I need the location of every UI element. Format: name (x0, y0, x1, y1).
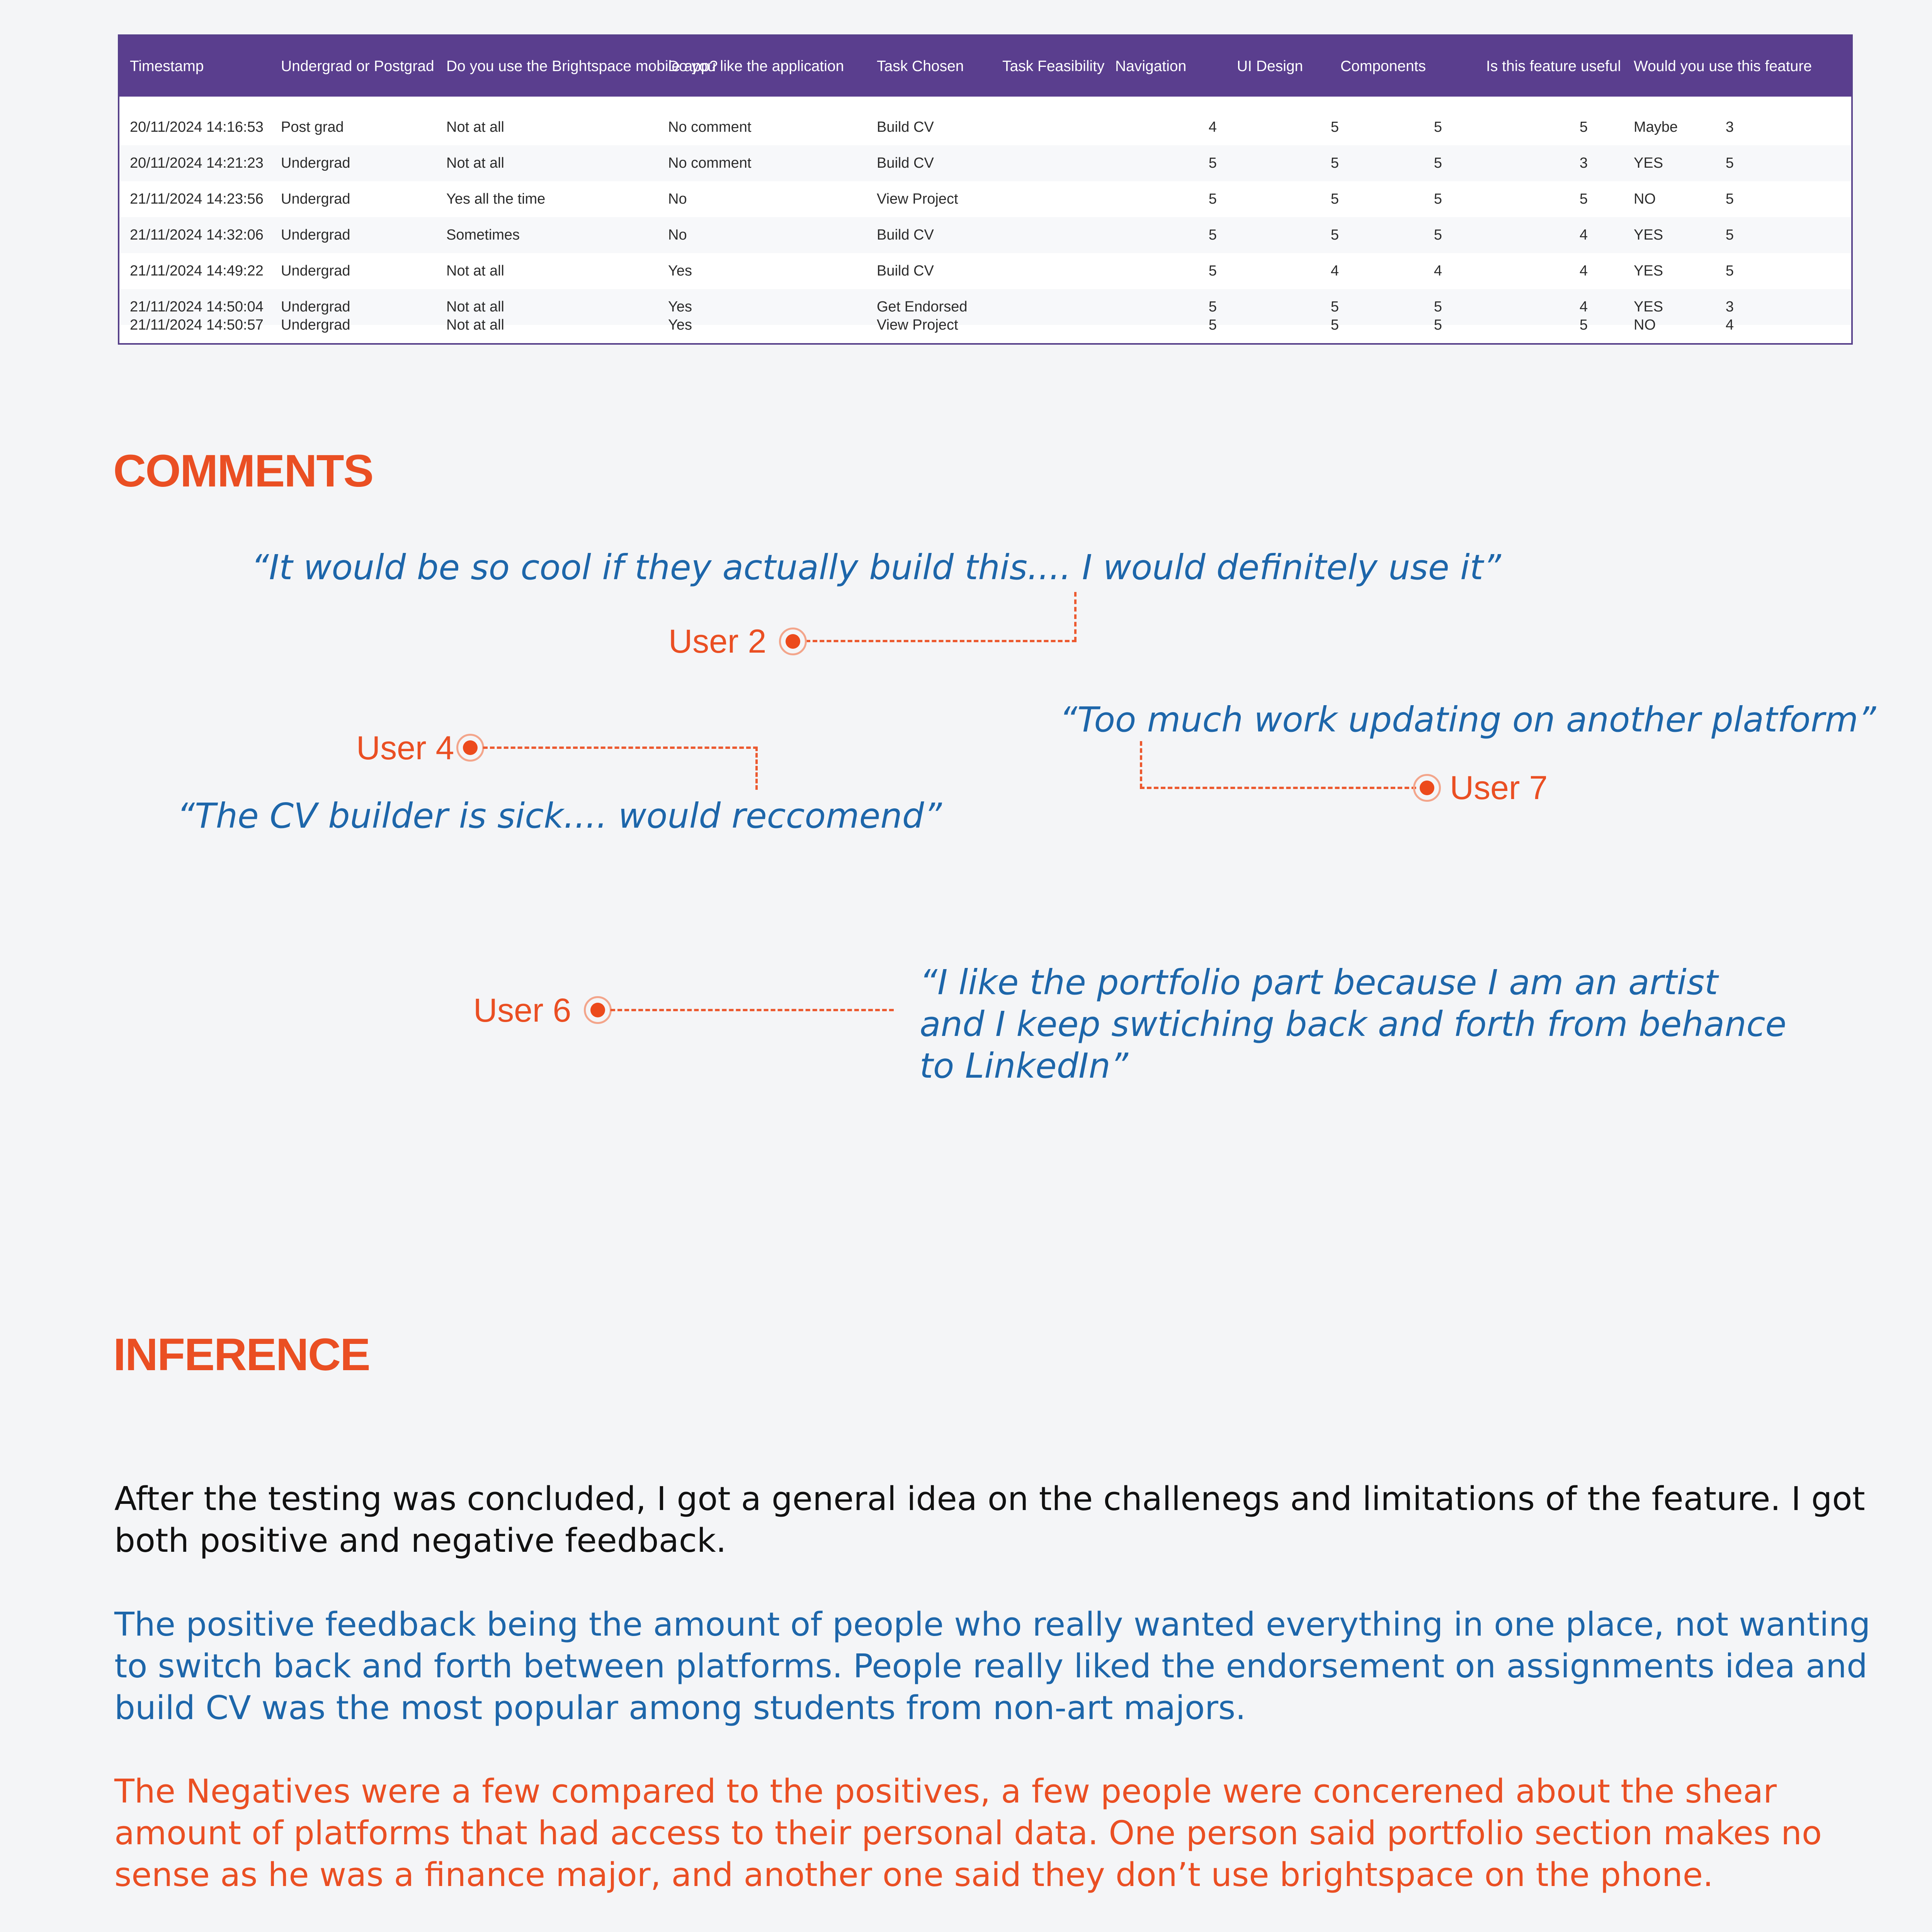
cell-like-app: Yes (668, 317, 692, 333)
cell-task-chosen: Build CV (877, 155, 934, 171)
cell-would-use: Maybe (1634, 119, 1678, 135)
cell-navigation: 5 (1330, 119, 1339, 135)
cell-feature-useful: 3 (1725, 119, 1734, 135)
column-header-navigation[interactable]: Navigation (1115, 58, 1187, 75)
quote-user-2: “It would be so cool if they actually build this.... I would definitely use it” (251, 547, 1501, 587)
cell-components: 5 (1579, 317, 1588, 333)
cell-ui-design: 5 (1434, 299, 1442, 315)
column-header-feature-useful[interactable]: Is this feature useful (1486, 58, 1621, 75)
column-header-would-use[interactable]: Would you use this feature (1634, 58, 1812, 75)
cell-like-app: No (668, 227, 687, 243)
cell-components: 4 (1579, 227, 1588, 243)
cell-navigation: 5 (1330, 155, 1339, 171)
inference-paragraph-intro: After the testing was concluded, I got a general idea on the challenegs and limitations of the feature. I got both positive and negative feedback. (114, 1480, 1865, 1560)
cell-timestamp: 20/11/2024 14:16:53 (130, 119, 264, 135)
column-header-ui-design[interactable]: UI Design (1237, 58, 1303, 75)
cell-brightspace-use: Not at all (446, 299, 504, 315)
cell-like-app: No comment (668, 155, 752, 171)
cell-task-feasibility: 5 (1208, 263, 1217, 279)
column-header-like-app[interactable]: Do you like the application (668, 58, 844, 75)
column-header-task-chosen[interactable]: Task Chosen (877, 58, 964, 75)
cell-task-feasibility: 5 (1208, 191, 1217, 207)
cell-feature-useful: 5 (1725, 227, 1734, 243)
comments-heading: COMMENTS (113, 446, 373, 497)
cell-feature-useful: 5 (1725, 191, 1734, 207)
cell-level: Undergrad (281, 299, 350, 315)
cell-navigation: 5 (1330, 227, 1339, 243)
cell-ui-design: 5 (1434, 191, 1442, 207)
cell-ui-design: 5 (1434, 119, 1442, 135)
cell-brightspace-use: Yes all the time (446, 191, 546, 207)
cell-brightspace-use: Not at all (446, 119, 504, 135)
cell-like-app: No (668, 191, 687, 207)
cell-feature-useful: 5 (1725, 155, 1734, 171)
cell-components: 5 (1579, 119, 1588, 135)
cell-ui-design: 5 (1434, 155, 1442, 171)
cell-like-app: No comment (668, 119, 752, 135)
cell-would-use: YES (1634, 227, 1663, 243)
column-header-level[interactable]: Undergrad or Postgrad (281, 58, 434, 75)
quote-user-4: “The CV builder is sick.... would reccomend” (177, 796, 942, 836)
user-2-marker-icon (779, 628, 807, 655)
user-6-label: User 6 (473, 992, 571, 1029)
quote-user-7: “Too much work updating on another platform” (1060, 699, 1876, 740)
cell-ui-design: 5 (1434, 317, 1442, 333)
column-header-task-feasibility[interactable]: Task Feasibility (1002, 58, 1105, 75)
cell-timestamp: 21/11/2024 14:32:06 (130, 227, 264, 243)
quote-line: and I keep swtiching back and forth from behance (920, 1004, 1787, 1044)
cell-task-chosen: View Project (877, 317, 958, 333)
cell-would-use: YES (1634, 263, 1663, 279)
column-header-components[interactable]: Components (1340, 58, 1426, 75)
user-6-marker-icon (584, 996, 612, 1024)
cell-task-chosen: Get Endorsed (877, 299, 968, 315)
cell-level: Undergrad (281, 191, 350, 207)
cell-task-feasibility: 5 (1208, 317, 1217, 333)
cell-feature-useful: 3 (1725, 299, 1734, 315)
cell-navigation: 5 (1330, 191, 1339, 207)
cell-task-feasibility: 5 (1208, 299, 1217, 315)
cell-navigation: 4 (1330, 263, 1339, 279)
column-header-brightspace-use[interactable]: Do you use the Brightspace mobile app? (446, 58, 718, 75)
cell-feature-useful: 5 (1725, 263, 1734, 279)
cell-task-chosen: Build CV (877, 263, 934, 279)
cell-would-use: NO (1634, 317, 1656, 333)
cell-like-app: Yes (668, 299, 692, 315)
connector-line (611, 1009, 894, 1011)
cell-would-use: YES (1634, 155, 1663, 171)
connector-line (1140, 787, 1416, 789)
user-7-label: User 7 (1450, 769, 1548, 806)
inference-paragraph-positive: The positive feedback being the amount of people who really wanted everything in one place, not wanting to switch back and forth between platforms. People really liked the endorsement on assignments idea and build CV was the most popular among students from non-art majors. (114, 1605, 1871, 1727)
cell-brightspace-use: Not at all (446, 263, 504, 279)
cell-level: Undergrad (281, 155, 350, 171)
inference-paragraph-negative: The Negatives were a few compared to the positives, a few people were concerened about the shear amount of platforms that had access to their personal data. One person said portfolio section makes no sense as he was a finance major, and another one said they don’t use brightspace on the phone. (114, 1772, 1822, 1894)
connector-line (483, 747, 758, 749)
survey-table (118, 34, 1853, 345)
cell-like-app: Yes (668, 263, 692, 279)
column-header-timestamp[interactable]: Timestamp (130, 58, 204, 75)
cell-components: 4 (1579, 299, 1588, 315)
table-row (119, 253, 1851, 289)
cell-timestamp: 21/11/2024 14:23:56 (130, 191, 264, 207)
cell-ui-design: 4 (1434, 263, 1442, 279)
connector-line (1140, 741, 1142, 788)
cell-would-use: YES (1634, 299, 1663, 315)
cell-brightspace-use: Sometimes (446, 227, 520, 243)
connector-line (755, 747, 758, 790)
cell-level: Undergrad (281, 317, 350, 333)
cell-level: Undergrad (281, 263, 350, 279)
connector-line (806, 640, 1077, 642)
cell-would-use: NO (1634, 191, 1656, 207)
table-row (119, 181, 1851, 217)
table-row (119, 145, 1851, 181)
cell-task-feasibility: 5 (1208, 227, 1217, 243)
cell-components: 3 (1579, 155, 1588, 171)
cell-level: Post grad (281, 119, 344, 135)
table-row (119, 217, 1851, 253)
cell-task-chosen: Build CV (877, 119, 934, 135)
cell-navigation: 5 (1330, 317, 1339, 333)
cell-timestamp: 21/11/2024 14:50:04 (130, 299, 264, 315)
quote-line: to LinkedIn” (920, 1046, 1128, 1086)
user-7-marker-icon (1413, 774, 1441, 802)
cell-level: Undergrad (281, 227, 350, 243)
table-row (119, 307, 1851, 343)
table-row (119, 109, 1851, 145)
cell-timestamp: 21/11/2024 14:50:57 (130, 317, 264, 333)
cell-task-chosen: Build CV (877, 227, 934, 243)
user-4-label: User 4 (356, 730, 454, 767)
cell-brightspace-use: Not at all (446, 317, 504, 333)
cell-brightspace-use: Not at all (446, 155, 504, 171)
user-4-marker-icon (456, 734, 484, 762)
cell-task-feasibility: 4 (1208, 119, 1217, 135)
cell-timestamp: 20/11/2024 14:21:23 (130, 155, 264, 171)
cell-components: 4 (1579, 263, 1588, 279)
table-header (119, 36, 1851, 97)
cell-components: 5 (1579, 191, 1588, 207)
cell-ui-design: 5 (1434, 227, 1442, 243)
cell-feature-useful: 4 (1725, 317, 1734, 333)
cell-navigation: 5 (1330, 299, 1339, 315)
cell-task-chosen: View Project (877, 191, 958, 207)
user-2-label: User 2 (668, 623, 767, 660)
cell-task-feasibility: 5 (1208, 155, 1217, 171)
connector-line (1074, 592, 1077, 641)
inference-heading: INFERENCE (113, 1329, 370, 1380)
cell-timestamp: 21/11/2024 14:49:22 (130, 263, 264, 279)
quote-user-6 (920, 961, 1786, 1087)
quote-line: “I like the portfolio part because I am an artist (920, 962, 1718, 1002)
